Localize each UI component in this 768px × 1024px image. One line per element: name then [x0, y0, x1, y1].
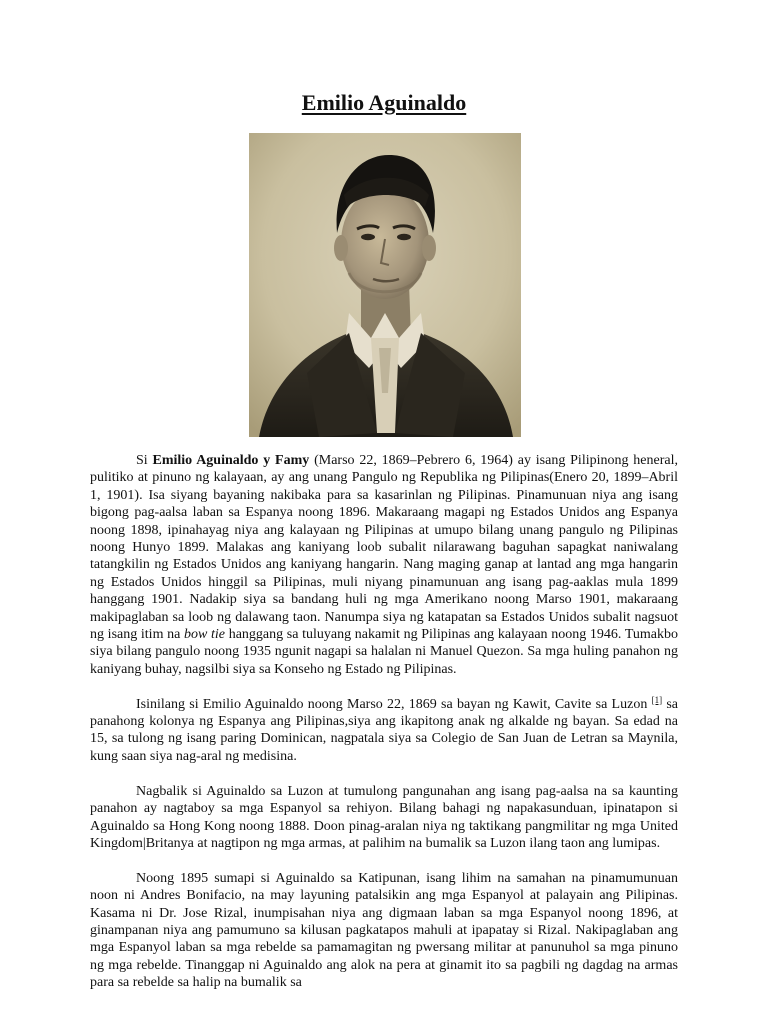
portrait-photo: [249, 133, 521, 437]
bow-tie-italic: bow tie: [184, 627, 226, 643]
portrait-image: [249, 133, 521, 437]
page-title: Emilio Aguinaldo: [301, 90, 467, 115]
paragraph-return: Nagbalik si Aguinaldo sa Luzon at tumulong pangunahan ang isang pag-aalsa na sa kaunting panahon ay nagtaboy sa mga Espanyol sa rehiyon. Bilang bahagi ng napakasunduan, ipinatapon si Aguinaldo sa Hong Kong noong 1888. Doon pinag-aralan niya ng taktikang pangmilitar ng mga United Kingdom|Britanya at nagtipon ng mga armas, at palihim na bumalik sa Luzon ilang taon ang lumipas.: [90, 783, 678, 851]
intro-lead-text: Si: [136, 453, 153, 468]
birth-text-start: Isinilang si Emilio Aguinaldo noong Marso 22, 1869 sa bayan ng Kawit, Cavite sa Luzon: [136, 696, 652, 712]
full-name-bold: Emilio Aguinaldo y Famy: [152, 453, 310, 468]
footnote-link[interactable]: [1]: [651, 694, 663, 705]
paragraph-intro: [90, 452, 678, 678]
paragraph-katipunan: Noong 1895 sumapi si Aguinaldo sa Katipunan, isang lihim na samahan na pinamumunuan noon ni Andres Bonifacio, na may layuning patalsikin ang mga Espanyol at palayain ang Pilipinas. Kasama ni Dr. Jose Rizal, inumpisahan niya ang digmaan laban sa mga Espanyol noong 1896, at ginampanan niya ang pamumuno sa kilusan pagkatapos mahuli at ipapatay si Rizal. Nakipaglaban ang mga Espanyol laban sa mga rebelde sa pamamagitan ng pwersang militar at panunuhol sa mga pinuno ng mga rebelde. Tinanggap ni Aguinaldo ang alok na pera at ginamit ito sa pagbili ng dagdag na armas para sa rebelde sa halip na bumalik sa: [90, 870, 678, 991]
intro-closing-text: hanggang sa tuluyang nakamit ng Pilipinas ang kalayaan noong 1946. Tumakbo siya bilang pangulo noong 1935 ngunit nagapi sa halalan ni Manuel Quezon. Sa mga huling panahon ng kaniyang buhay, nagsilbi siya sa Konseho ng Estado ng Pilipinas.: [90, 627, 678, 677]
paragraph-birth: [90, 696, 678, 766]
birth-text-end: sa panahong kolonya ng Espanya ang Pilipinas,siya ang ikapitong anak ng alkalde ng bayan. Sa edad na 15, sa tulong ng isang paring Dominican, nagpatala siya sa Colegio de San Juan de Letran sa Maynila, kung saan siya nag-aral ng medisina.: [90, 696, 678, 764]
intro-body-text: (Marso 22, 1869–Pebrero 6, 1964) ay isang Pilipinong heneral, pulitiko at pinuno ng kalayaan, ay ang unang Pangulo ng Republika ng Pilipinas(Enero 20, 1899–Abril 1, 1901). Isa siyang bayaning nakibaka para sa kasarinlan ng Pilipinas. Pinamunuan niya ang isang bigong pag-aalsa laban sa Espanya noong 1896. Makaraang magapi ng Estados Unidos ang Espanya noong 1898, ipinahayag niya ang kalayaan ng Pilipinas at umupo bilang unang pangulo ng Pilipinas noong Hunyo 1899. Malakas ang kaniyang loob subalit nilarawang baguhan sapagkat naniwalang tatangkilin ng Estados Unidos ang kaniyang hangarin. Nang maging ganap at lantad ang mga hangarin ng Estados Unidos hinggil sa Pilipinas, muli niyang pinamunuan ang isang pag-aaklas mula 1899 hanggang 1901. Nadakip siya sa bandang huli ng mga Amerikano noong Marso 1901, makaraang makipaglaban sa loob ng dalawang taon. Nanumpa siya ng katapatan sa Estados Unidos subalit nagsuot ng isang itim na: [90, 453, 678, 643]
article-body: [90, 452, 678, 1009]
